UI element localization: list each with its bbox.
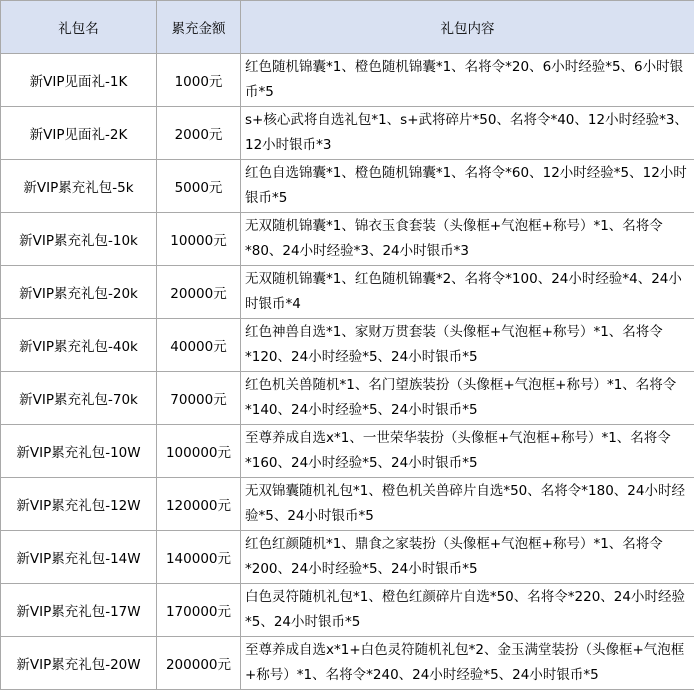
pack-name: 新VIP累充礼包-12W: [1, 478, 157, 531]
pack-content: 红色红颜随机*1、鼎食之家装扮（头像框+气泡框+称号）*1、名将令*200、24小时经验*5、24小时银币*5: [241, 531, 694, 584]
pack-amount: 70000元: [157, 372, 241, 425]
table-row: [1, 266, 694, 319]
table-row: [1, 160, 694, 213]
header-amount: 累充金额: [157, 1, 241, 54]
pack-amount: 100000元: [157, 425, 241, 478]
table-row: [1, 478, 694, 531]
pack-name: 新VIP累充礼包-5k: [1, 160, 157, 213]
pack-amount: 5000元: [157, 160, 241, 213]
pack-name: 新VIP累充礼包-10k: [1, 213, 157, 266]
header-pack-name: 礼包名: [1, 1, 157, 54]
table-row: [1, 319, 694, 372]
pack-content: 至尊养成自选x*1+白色灵符随机礼包*2、金玉满堂装扮（头像框+气泡框+称号）*1、名将令*240、24小时经验*5、24小时银币*5: [241, 637, 694, 690]
header-row: [1, 1, 694, 54]
pack-name: 新VIP累充礼包-20W: [1, 637, 157, 690]
pack-amount: 200000元: [157, 637, 241, 690]
pack-name: 新VIP累充礼包-17W: [1, 584, 157, 637]
pack-name: 新VIP累充礼包-14W: [1, 531, 157, 584]
pack-name: 新VIP见面礼-2K: [1, 107, 157, 160]
pack-amount: 140000元: [157, 531, 241, 584]
header-content: 礼包内容: [241, 1, 694, 54]
pack-content: 红色自选锦囊*1、橙色随机锦囊*1、名将令*60、12小时经验*5、12小时银币*5: [241, 160, 694, 213]
pack-content: 红色神兽自选*1、家财万贯套装（头像框+气泡框+称号）*1、名将令*120、24小时经验*5、24小时银币*5: [241, 319, 694, 372]
pack-content: 至尊养成自选x*1、一世荣华装扮（头像框+气泡框+称号）*1、名将令*160、24小时经验*5、24小时银币*5: [241, 425, 694, 478]
pack-content: 无双锦囊随机礼包*1、橙色机关兽碎片自选*50、名将令*180、24小时经验*5、24小时银币*5: [241, 478, 694, 531]
table-row: [1, 213, 694, 266]
pack-content: 无双随机锦囊*1、红色随机锦囊*2、名将令*100、24小时经验*4、24小时银币*4: [241, 266, 694, 319]
table-row: [1, 425, 694, 478]
table-row: [1, 107, 694, 160]
table-row: [1, 531, 694, 584]
pack-amount: 120000元: [157, 478, 241, 531]
pack-name: 新VIP见面礼-1K: [1, 54, 157, 107]
pack-name: 新VIP累充礼包-10W: [1, 425, 157, 478]
pack-content: 白色灵符随机礼包*1、橙色红颜碎片自选*50、名将令*220、24小时经验*5、24小时银币*5: [241, 584, 694, 637]
table-row: [1, 54, 694, 107]
table-row: [1, 372, 694, 425]
pack-content: 无双随机锦囊*1、锦衣玉食套装（头像框+气泡框+称号）*1、名将令*80、24小时经验*3、24小时银币*3: [241, 213, 694, 266]
pack-amount: 2000元: [157, 107, 241, 160]
pack-amount: 40000元: [157, 319, 241, 372]
pack-amount: 1000元: [157, 54, 241, 107]
table-row: [1, 584, 694, 637]
table-row: [1, 637, 694, 690]
pack-name: 新VIP累充礼包-20k: [1, 266, 157, 319]
pack-name: 新VIP累充礼包-70k: [1, 372, 157, 425]
pack-amount: 170000元: [157, 584, 241, 637]
pack-name: 新VIP累充礼包-40k: [1, 319, 157, 372]
pack-amount: 10000元: [157, 213, 241, 266]
pack-content: 红色随机锦囊*1、橙色随机锦囊*1、名将令*20、6小时经验*5、6小时银币*5: [241, 54, 694, 107]
pack-content: 红色机关兽随机*1、名门望族装扮（头像框+气泡框+称号）*1、名将令*140、24小时经验*5、24小时银币*5: [241, 372, 694, 425]
pack-content: s+核心武将自选礼包*1、s+武将碎片*50、名将令*40、12小时经验*3、12小时银币*3: [241, 107, 694, 160]
pack-amount: 20000元: [157, 266, 241, 319]
